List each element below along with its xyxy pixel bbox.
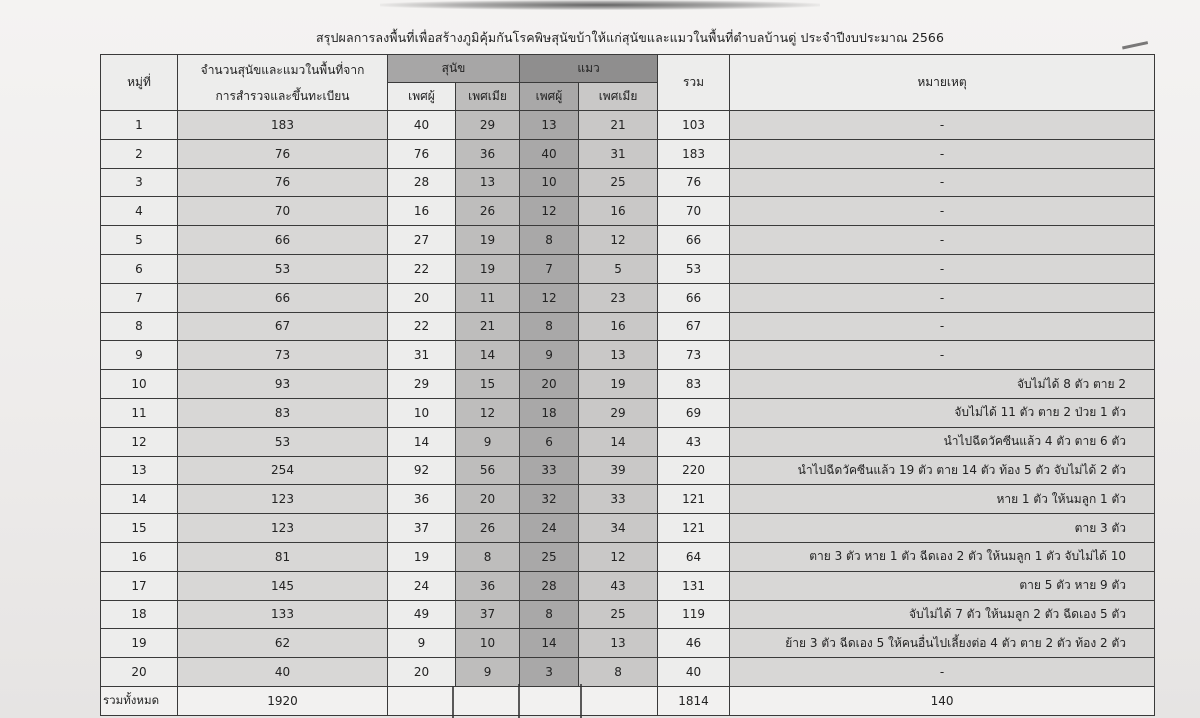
- cell-note: -: [730, 658, 1155, 687]
- cell-dog-female: 37: [456, 600, 520, 629]
- cell-total: 73: [658, 341, 730, 370]
- cell-dog-male: 92: [388, 456, 456, 485]
- cell-cat-female: 19: [579, 370, 658, 399]
- cell-note: ตาย 3 ตัว หาย 1 ตัว ฉีดเอง 2 ตัว ให้นมลูก 1 ตัว จับไม่ได้ 10: [730, 542, 1155, 571]
- cell-cat-female: 12: [579, 226, 658, 255]
- cell-survey: 53: [178, 254, 388, 283]
- cell-survey: 83: [178, 398, 388, 427]
- cell-survey: 145: [178, 571, 388, 600]
- cell-cat-female: 29: [579, 398, 658, 427]
- cell-cat-male: 28: [520, 571, 579, 600]
- cell-moo: 7: [101, 283, 178, 312]
- cell-total: 131: [658, 571, 730, 600]
- table-row: [101, 139, 1155, 168]
- cell-note: นำไปฉีดวัคซีนแล้ว 4 ตัว ตาย 6 ตัว: [730, 427, 1155, 456]
- cell-cat-female: 16: [579, 312, 658, 341]
- cell-note: นำไปฉีดวัคซีนแล้ว 19 ตัว ตาย 14 ตัว ท้อง 5 ตัว จับไม่ได้ 2 ตัว: [730, 456, 1155, 485]
- cell-total: 43: [658, 427, 730, 456]
- cell-total: 220: [658, 456, 730, 485]
- cell-total: 64: [658, 542, 730, 571]
- pen-stroke: [580, 684, 582, 718]
- cell-moo: 20: [101, 658, 178, 687]
- cell-survey: 93: [178, 370, 388, 399]
- cell-dog-male: 10: [388, 398, 456, 427]
- cell-cat-male: 33: [520, 456, 579, 485]
- cell-cat-male: 20: [520, 370, 579, 399]
- cell-cat-male: 7: [520, 254, 579, 283]
- cell-dog-male: 36: [388, 485, 456, 514]
- cell-total: 103: [658, 111, 730, 140]
- cell-note: -: [730, 283, 1155, 312]
- cell-dog-male: 16: [388, 197, 456, 226]
- cell-dog-female: 14: [456, 341, 520, 370]
- cell-dog-male: 76: [388, 139, 456, 168]
- cell-survey: 133: [178, 600, 388, 629]
- table-row: [101, 226, 1155, 255]
- cell-survey: 123: [178, 485, 388, 514]
- cell-cat-male: 9: [520, 341, 579, 370]
- cell-cat-female: 25: [579, 600, 658, 629]
- cell-cat-female: 39: [579, 456, 658, 485]
- cell-cat-male: 18: [520, 398, 579, 427]
- cell-cat-female: 25: [579, 168, 658, 197]
- cell-note: จับไม่ได้ 7 ตัว ให้นมลูก 2 ตัว ฉีดเอง 5 ตัว: [730, 600, 1155, 629]
- cell-moo: 19: [101, 629, 178, 658]
- cell-cat-female: 43: [579, 571, 658, 600]
- cell-note: -: [730, 111, 1155, 140]
- cell-dog-female: 13: [456, 168, 520, 197]
- cell-dog-male: 9: [388, 629, 456, 658]
- cell-note: หาย 1 ตัว ให้นมลูก 1 ตัว: [730, 485, 1155, 514]
- cell-cat-female: 16: [579, 197, 658, 226]
- cell-total: 66: [658, 283, 730, 312]
- cell-moo: 8: [101, 312, 178, 341]
- cell-total: 119: [658, 600, 730, 629]
- cell-cat-male: 14: [520, 629, 579, 658]
- cell-dog-male: 40: [388, 111, 456, 140]
- cell-cat-female: 8: [579, 658, 658, 687]
- header-survey-line2: การสำรวจและขึ้นทะเบียน: [215, 88, 350, 103]
- cell-total: 183: [658, 139, 730, 168]
- cell-cat-male: 24: [520, 514, 579, 543]
- cell-note: -: [730, 139, 1155, 168]
- cell-dog-female: 9: [456, 658, 520, 687]
- footer-blank: [388, 686, 658, 715]
- table-row: [101, 571, 1155, 600]
- cell-moo: 10: [101, 370, 178, 399]
- cell-survey: 76: [178, 168, 388, 197]
- cell-note: -: [730, 168, 1155, 197]
- cell-dog-female: 26: [456, 197, 520, 226]
- cell-dog-male: 27: [388, 226, 456, 255]
- cell-cat-female: 31: [579, 139, 658, 168]
- cell-dog-male: 31: [388, 341, 456, 370]
- cell-cat-male: 6: [520, 427, 579, 456]
- cell-moo: 15: [101, 514, 178, 543]
- cell-note: ตาย 5 ตัว หาย 9 ตัว: [730, 571, 1155, 600]
- table-row: [101, 398, 1155, 427]
- table-row: [101, 111, 1155, 140]
- cell-dog-female: 56: [456, 456, 520, 485]
- rabies-summary-table: [100, 54, 1155, 716]
- cell-moo: 11: [101, 398, 178, 427]
- cell-dog-male: 37: [388, 514, 456, 543]
- table-row: [101, 168, 1155, 197]
- cell-dog-male: 19: [388, 542, 456, 571]
- cell-cat-male: 12: [520, 197, 579, 226]
- pen-mark: [1118, 22, 1148, 50]
- header-survey: [178, 55, 388, 111]
- cell-total: 40: [658, 658, 730, 687]
- cell-cat-male: 32: [520, 485, 579, 514]
- cell-dog-female: 19: [456, 226, 520, 255]
- cell-cat-female: 33: [579, 485, 658, 514]
- cell-moo: 3: [101, 168, 178, 197]
- cell-total: 46: [658, 629, 730, 658]
- cell-dog-male: 20: [388, 283, 456, 312]
- table-row: [101, 312, 1155, 341]
- pen-stroke: [518, 684, 520, 718]
- table-row: [101, 197, 1155, 226]
- cell-note: -: [730, 341, 1155, 370]
- cell-total: 70: [658, 197, 730, 226]
- cell-moo: 5: [101, 226, 178, 255]
- cell-dog-female: 26: [456, 514, 520, 543]
- cell-survey: 66: [178, 283, 388, 312]
- cell-survey: 66: [178, 226, 388, 255]
- cell-dog-male: 22: [388, 312, 456, 341]
- table-body: [101, 111, 1155, 687]
- header-dog: สุนัข: [388, 55, 520, 83]
- cell-survey: 254: [178, 456, 388, 485]
- cell-moo: 6: [101, 254, 178, 283]
- cell-survey: 81: [178, 542, 388, 571]
- cell-dog-female: 21: [456, 312, 520, 341]
- table-row: [101, 600, 1155, 629]
- header-survey-line1: จำนวนสุนัขและแมวในพื้นที่จาก: [200, 62, 365, 77]
- header-total: รวม: [658, 55, 730, 111]
- cell-cat-male: 3: [520, 658, 579, 687]
- cell-dog-female: 12: [456, 398, 520, 427]
- header-dog-male: เพศผู้: [388, 83, 456, 111]
- cell-moo: 2: [101, 139, 178, 168]
- cell-dog-female: 8: [456, 542, 520, 571]
- cell-cat-male: 8: [520, 226, 579, 255]
- cell-dog-female: 29: [456, 111, 520, 140]
- cell-note: ตาย 3 ตัว: [730, 514, 1155, 543]
- cell-survey: 183: [178, 111, 388, 140]
- cell-survey: 67: [178, 312, 388, 341]
- cell-note: จับไม่ได้ 11 ตัว ตาย 2 ป่วย 1 ตัว: [730, 398, 1155, 427]
- cell-survey: 62: [178, 629, 388, 658]
- table-row: [101, 254, 1155, 283]
- header-moo: หมู่ที่: [101, 55, 178, 111]
- cell-total: 67: [658, 312, 730, 341]
- cell-survey: 73: [178, 341, 388, 370]
- cell-survey: 70: [178, 197, 388, 226]
- cell-total: 66: [658, 226, 730, 255]
- cell-note: -: [730, 312, 1155, 341]
- cell-dog-female: 19: [456, 254, 520, 283]
- table-row: [101, 629, 1155, 658]
- table-row: [101, 370, 1155, 399]
- cell-survey: 53: [178, 427, 388, 456]
- cell-note: -: [730, 254, 1155, 283]
- cell-total: 69: [658, 398, 730, 427]
- cell-dog-male: 20: [388, 658, 456, 687]
- cell-moo: 13: [101, 456, 178, 485]
- cell-cat-male: 10: [520, 168, 579, 197]
- pen-stroke: [452, 686, 454, 718]
- cell-total: 83: [658, 370, 730, 399]
- cell-cat-female: 13: [579, 629, 658, 658]
- cell-moo: 9: [101, 341, 178, 370]
- table-row: [101, 514, 1155, 543]
- cell-survey: 123: [178, 514, 388, 543]
- cell-moo: 18: [101, 600, 178, 629]
- cell-total: 76: [658, 168, 730, 197]
- cell-dog-male: 49: [388, 600, 456, 629]
- cell-moo: 16: [101, 542, 178, 571]
- cell-dog-female: 11: [456, 283, 520, 312]
- footer-survey: 1920: [178, 686, 388, 715]
- cell-total: 121: [658, 514, 730, 543]
- cell-cat-female: 23: [579, 283, 658, 312]
- cell-cat-female: 34: [579, 514, 658, 543]
- cell-note: -: [730, 226, 1155, 255]
- document-title: สรุปผลการลงพื้นที่เพื่อสร้างภูมิคุ้มกันโรคพิษสุนัขบ้าให้แก่สุนัขและแมวในพื้นที่ตำบลบ้านดู่ ประจำปีงบประมาณ 2566: [315, 30, 945, 45]
- header-note: หมายเหตุ: [730, 55, 1155, 111]
- cell-moo: 14: [101, 485, 178, 514]
- cell-cat-female: 14: [579, 427, 658, 456]
- cell-cat-female: 5: [579, 254, 658, 283]
- cell-note: จับไม่ได้ 8 ตัว ตาย 2: [730, 370, 1155, 399]
- cell-dog-male: 14: [388, 427, 456, 456]
- cell-dog-female: 15: [456, 370, 520, 399]
- cell-dog-female: 10: [456, 629, 520, 658]
- header-dog-female: เพศเมีย: [456, 83, 520, 111]
- cell-dog-male: 28: [388, 168, 456, 197]
- header-cat: แมว: [520, 55, 658, 83]
- cell-note: -: [730, 197, 1155, 226]
- cell-cat-male: 8: [520, 312, 579, 341]
- header-cat-female: เพศเมีย: [579, 83, 658, 111]
- cell-moo: 4: [101, 197, 178, 226]
- cell-cat-male: 40: [520, 139, 579, 168]
- header-cat-male: เพศผู้: [520, 83, 579, 111]
- cell-moo: 17: [101, 571, 178, 600]
- cell-dog-female: 36: [456, 139, 520, 168]
- table-footer-row: [101, 686, 1155, 715]
- page-top-shadow: [380, 0, 820, 10]
- cell-dog-female: 36: [456, 571, 520, 600]
- cell-cat-male: 8: [520, 600, 579, 629]
- cell-cat-male: 12: [520, 283, 579, 312]
- table-row: [101, 542, 1155, 571]
- cell-survey: 40: [178, 658, 388, 687]
- cell-dog-female: 20: [456, 485, 520, 514]
- cell-moo: 12: [101, 427, 178, 456]
- cell-dog-male: 22: [388, 254, 456, 283]
- cell-cat-female: 13: [579, 341, 658, 370]
- table-row: [101, 658, 1155, 687]
- table-row: [101, 427, 1155, 456]
- footer-note: 140: [730, 686, 1155, 715]
- cell-cat-male: 25: [520, 542, 579, 571]
- footer-total: 1814: [658, 686, 730, 715]
- cell-dog-female: 9: [456, 427, 520, 456]
- cell-survey: 76: [178, 139, 388, 168]
- table-row: [101, 341, 1155, 370]
- cell-cat-male: 13: [520, 111, 579, 140]
- cell-note: ย้าย 3 ตัว ฉีดเอง 5 ให้คนอื่นไปเลี้ยงต่อ 4 ตัว ตาย 2 ตัว ท้อง 2 ตัว: [730, 629, 1155, 658]
- table-row: [101, 456, 1155, 485]
- table-row: [101, 485, 1155, 514]
- cell-dog-male: 24: [388, 571, 456, 600]
- cell-cat-female: 21: [579, 111, 658, 140]
- table-row: [101, 283, 1155, 312]
- cell-total: 121: [658, 485, 730, 514]
- footer-label: รวมทั้งหมด: [101, 686, 178, 715]
- cell-moo: 1: [101, 111, 178, 140]
- cell-total: 53: [658, 254, 730, 283]
- cell-cat-female: 12: [579, 542, 658, 571]
- cell-dog-male: 29: [388, 370, 456, 399]
